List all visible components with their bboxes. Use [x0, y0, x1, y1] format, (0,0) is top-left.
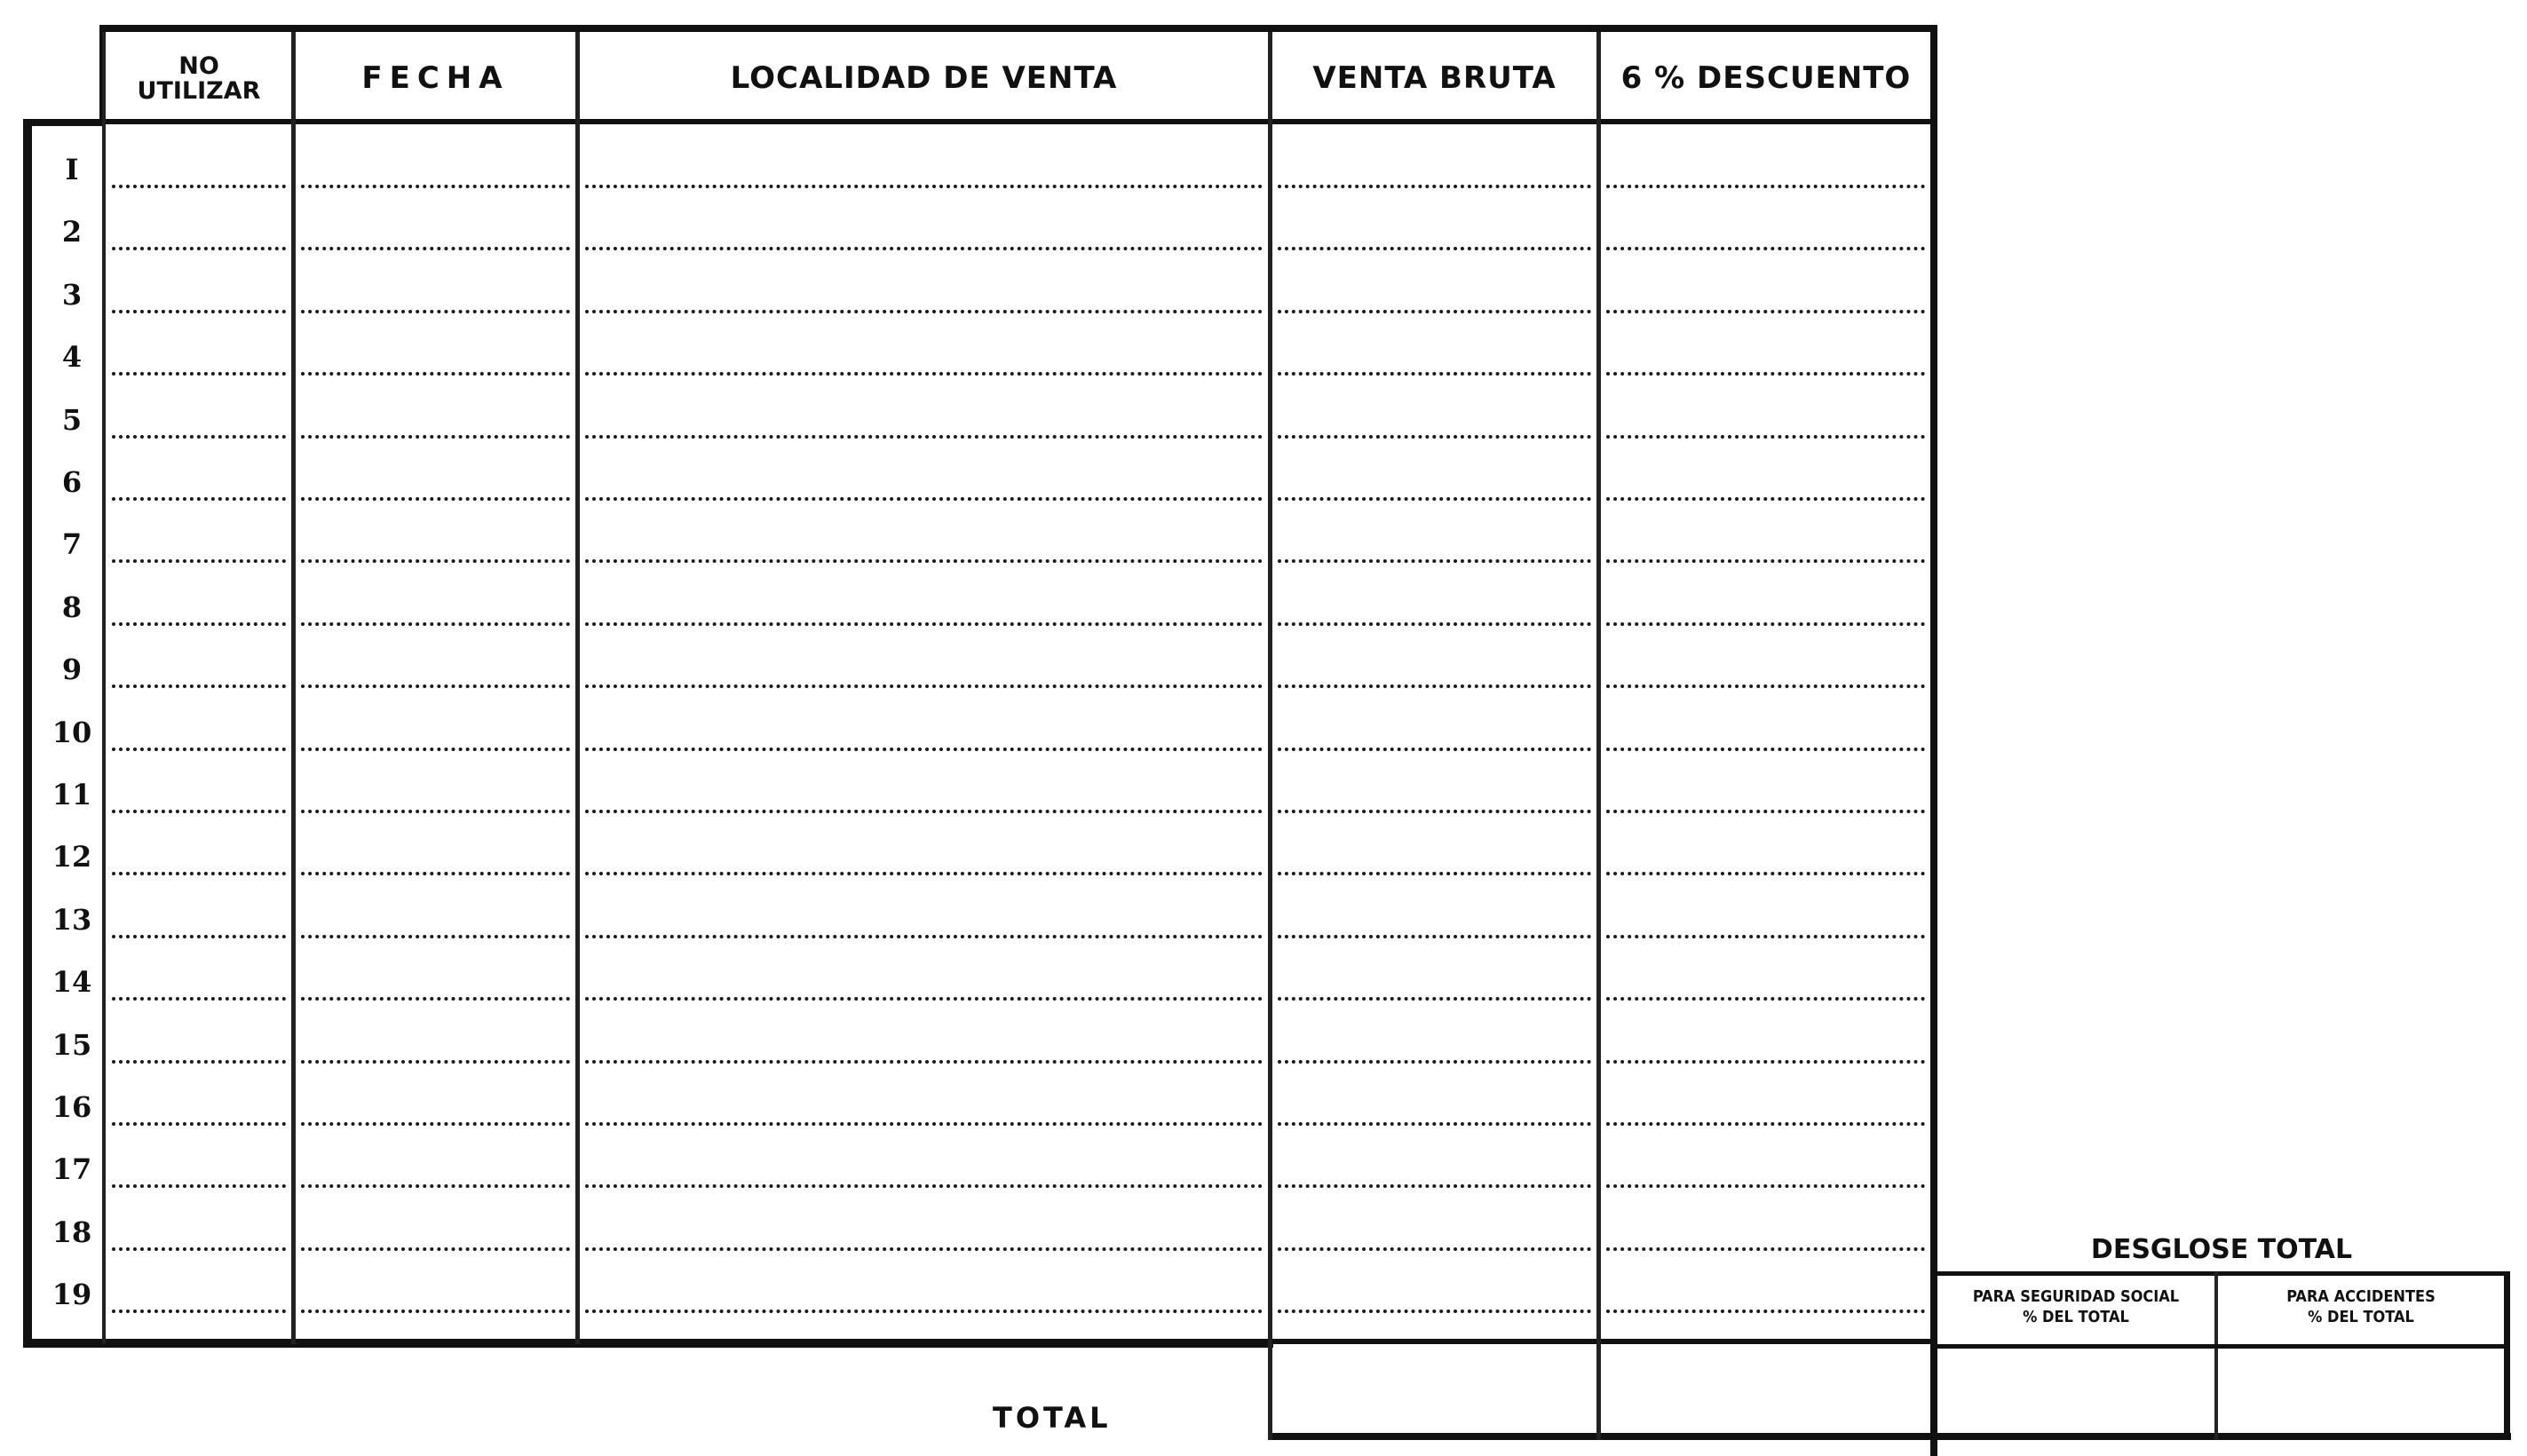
desglose-accidentes-line2: % DEL TOTAL [2308, 1307, 2414, 1326]
no-utilizar-field[interactable] [107, 764, 291, 826]
fecha-field[interactable] [296, 951, 575, 1013]
localidad-field[interactable] [580, 264, 1268, 326]
total-label: TOTAL [993, 1401, 1112, 1435]
localidad-field[interactable] [580, 138, 1268, 201]
desglose-accidentes-header [2218, 1287, 2504, 1327]
row-number: 13 [51, 903, 92, 937]
venta-bruta-field[interactable] [1272, 826, 1596, 888]
fecha-field[interactable] [296, 764, 575, 826]
row-number: 14 [51, 965, 92, 999]
desglose-accidentes-line1: PARA ACCIDENTES [2286, 1287, 2436, 1306]
venta-bruta-field[interactable] [1272, 513, 1596, 575]
header-bottom-line [99, 119, 1936, 124]
venta-bruta-field[interactable] [1272, 326, 1596, 388]
fecha-field[interactable] [296, 1138, 575, 1200]
venta-bruta-field[interactable] [1272, 889, 1596, 951]
venta-bruta-field[interactable] [1272, 1076, 1596, 1138]
venta-bruta-field[interactable] [1272, 701, 1596, 764]
desglose-right-line [2504, 1271, 2510, 1440]
header-no-utilizar-line2: UTILIZAR [137, 77, 261, 105]
no-utilizar-field[interactable] [107, 201, 291, 263]
localidad-field[interactable] [580, 576, 1268, 638]
fecha-field[interactable] [296, 389, 575, 451]
fecha-field[interactable] [296, 1014, 575, 1076]
fecha-field[interactable] [296, 264, 575, 326]
fecha-field[interactable] [296, 138, 575, 201]
descuento-field[interactable] [1601, 1263, 1930, 1325]
header-venta-bruta: VENTA BRUTA [1312, 60, 1557, 97]
localidad-field[interactable] [580, 326, 1268, 388]
row-number: 8 [61, 590, 83, 624]
localidad-field[interactable] [580, 513, 1268, 575]
total-descuento-field[interactable] [1601, 1344, 1930, 1433]
descuento-field[interactable] [1601, 889, 1930, 951]
row-number: 15 [51, 1028, 92, 1062]
fecha-field[interactable] [296, 201, 575, 263]
localidad-field[interactable] [580, 451, 1268, 513]
row-number: 6 [61, 465, 83, 499]
descuento-field[interactable] [1601, 638, 1930, 700]
fecha-field[interactable] [296, 638, 575, 700]
desglose-seguridad-line1: PARA SEGURIDAD SOCIAL [1972, 1287, 2180, 1306]
border-bottom-rows [23, 1339, 1273, 1348]
border-right [1930, 25, 1937, 1456]
header-no-utilizar-line1: NO [178, 51, 219, 80]
desglose-total-title: DESGLOSE TOTAL [2090, 1234, 2353, 1265]
localidad-field[interactable] [580, 1076, 1268, 1138]
localidad-field[interactable] [580, 701, 1268, 764]
descuento-field[interactable] [1601, 764, 1930, 826]
no-utilizar-field[interactable] [107, 451, 291, 513]
venta-bruta-field[interactable] [1272, 138, 1596, 201]
fecha-field[interactable] [296, 1201, 575, 1263]
no-utilizar-field[interactable] [107, 701, 291, 764]
descuento-field[interactable] [1601, 389, 1930, 451]
descuento-field[interactable] [1601, 1014, 1930, 1076]
desglose-seguridad-line2: % DEL TOTAL [2023, 1307, 2129, 1326]
localidad-field[interactable] [580, 1201, 1268, 1263]
descuento-field[interactable] [1601, 264, 1930, 326]
no-utilizar-field[interactable] [107, 951, 291, 1013]
no-utilizar-field[interactable] [107, 1076, 291, 1138]
venta-bruta-field[interactable] [1272, 1014, 1596, 1076]
localidad-field[interactable] [580, 826, 1268, 888]
row-number: 19 [51, 1278, 92, 1311]
no-utilizar-field[interactable] [107, 1138, 291, 1200]
row-number: 10 [51, 716, 92, 749]
no-utilizar-field[interactable] [107, 1263, 291, 1325]
descuento-field[interactable] [1601, 201, 1930, 263]
fecha-field[interactable] [296, 826, 575, 888]
desglose-top-line [1930, 1271, 2509, 1276]
venta-bruta-field[interactable] [1272, 576, 1596, 638]
venta-bruta-field[interactable] [1272, 451, 1596, 513]
no-utilizar-field[interactable] [107, 326, 291, 388]
no-utilizar-field[interactable] [107, 826, 291, 888]
venta-bruta-field[interactable] [1272, 264, 1596, 326]
header-descuento: 6 % DESCUENTO [1620, 60, 1912, 97]
border-top [99, 25, 1936, 32]
localidad-field[interactable] [580, 201, 1268, 263]
venta-bruta-field[interactable] [1272, 1263, 1596, 1325]
row-number: I [65, 153, 79, 186]
descuento-field[interactable] [1601, 701, 1930, 764]
localidad-field[interactable] [580, 889, 1268, 951]
row-number: 5 [61, 403, 83, 437]
row-number: 3 [61, 278, 83, 312]
desglose-seguridad-header [1937, 1287, 2214, 1327]
localidad-field[interactable] [580, 638, 1268, 700]
row-number: 4 [61, 340, 83, 374]
descuento-field[interactable] [1601, 826, 1930, 888]
no-utilizar-field[interactable] [107, 1201, 291, 1263]
fecha-field[interactable] [296, 889, 575, 951]
localidad-field[interactable] [580, 951, 1268, 1013]
descuento-field[interactable] [1601, 138, 1930, 201]
header-no-utilizar [107, 48, 291, 110]
header-localidad: LOCALIDAD DE VENTA [730, 60, 1118, 97]
descuento-field[interactable] [1601, 951, 1930, 1013]
fecha-field[interactable] [296, 1263, 575, 1325]
border-rownum-top [23, 119, 105, 126]
fecha-field[interactable] [296, 701, 575, 764]
fecha-field[interactable] [296, 576, 575, 638]
venta-bruta-field[interactable] [1272, 1138, 1596, 1200]
descuento-field[interactable] [1601, 513, 1930, 575]
descuento-field[interactable] [1601, 1138, 1930, 1200]
descuento-field[interactable] [1601, 326, 1930, 388]
fecha-field[interactable] [296, 513, 575, 575]
venta-bruta-field[interactable] [1272, 201, 1596, 263]
no-utilizar-field[interactable] [107, 513, 291, 575]
no-utilizar-field[interactable] [107, 576, 291, 638]
no-utilizar-field[interactable] [107, 889, 291, 951]
no-utilizar-field[interactable] [107, 389, 291, 451]
row-number: 11 [51, 778, 92, 811]
no-utilizar-field[interactable] [107, 264, 291, 326]
localidad-field[interactable] [580, 1014, 1268, 1076]
localidad-field[interactable] [580, 1263, 1268, 1325]
border-left [23, 119, 32, 1346]
row-number: 16 [51, 1090, 92, 1124]
row-number: 7 [61, 527, 83, 561]
localidad-field[interactable] [580, 389, 1268, 451]
descuento-field[interactable] [1601, 451, 1930, 513]
row-number: 12 [51, 840, 92, 874]
row-number: 18 [51, 1215, 92, 1249]
venta-bruta-field[interactable] [1272, 638, 1596, 700]
total-venta-bruta-field[interactable] [1272, 1344, 1596, 1433]
venta-bruta-field[interactable] [1272, 764, 1596, 826]
venta-bruta-field[interactable] [1272, 389, 1596, 451]
venta-bruta-field[interactable] [1272, 951, 1596, 1013]
header-fecha: FECHA [361, 60, 510, 97]
descuento-field[interactable] [1601, 1201, 1930, 1263]
localidad-field[interactable] [580, 1138, 1268, 1200]
fecha-field[interactable] [296, 1076, 575, 1138]
fecha-field[interactable] [296, 326, 575, 388]
no-utilizar-field[interactable] [107, 1014, 291, 1076]
venta-bruta-field[interactable] [1272, 1201, 1596, 1263]
no-utilizar-field[interactable] [107, 638, 291, 700]
descuento-field[interactable] [1601, 576, 1930, 638]
row-number: 9 [61, 653, 83, 686]
descuento-field[interactable] [1601, 1076, 1930, 1138]
row-number: 17 [51, 1152, 92, 1186]
localidad-field[interactable] [580, 764, 1268, 826]
totals-bottom-line [1268, 1433, 2511, 1440]
row-number: 2 [61, 215, 83, 249]
no-utilizar-field[interactable] [107, 138, 291, 201]
desglose-seguridad-field[interactable] [1937, 1349, 2214, 1433]
desglose-accidentes-field[interactable] [2218, 1349, 2504, 1433]
fecha-field[interactable] [296, 451, 575, 513]
